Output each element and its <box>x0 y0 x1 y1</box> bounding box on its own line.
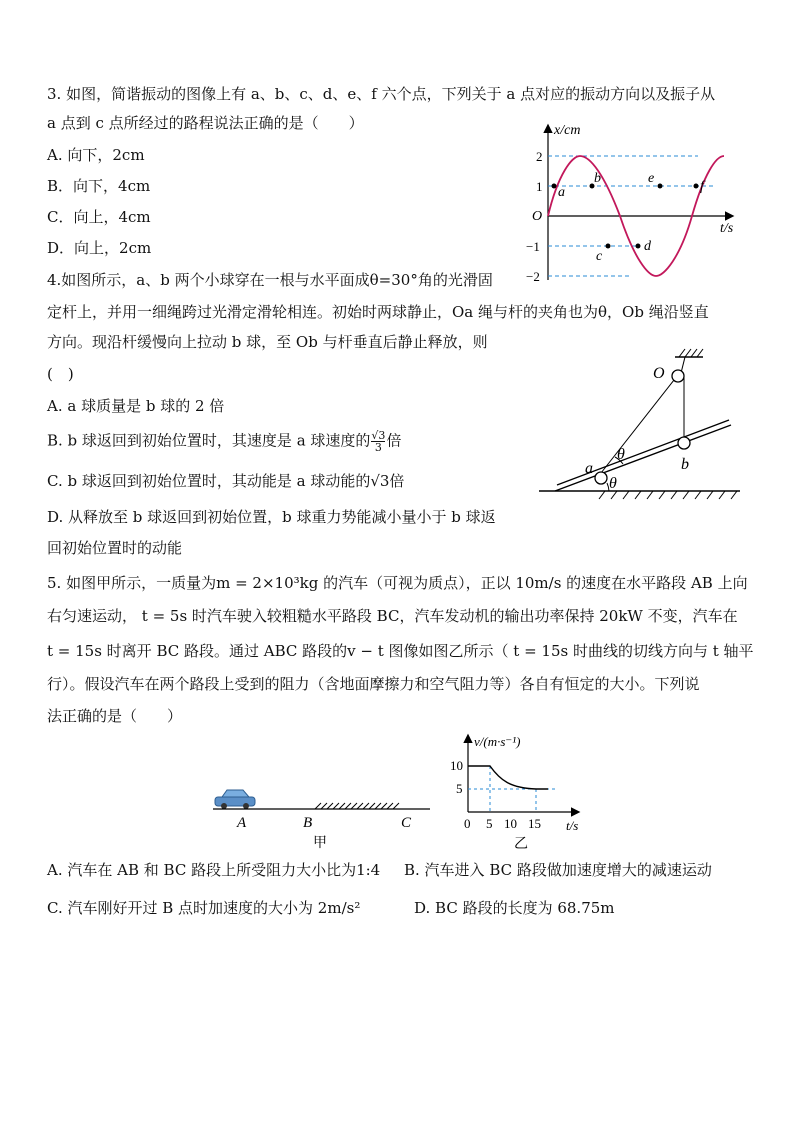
q3-origin-label: O <box>532 209 543 224</box>
q4-incline-figure <box>535 345 750 505</box>
q5-option-c: C. 汽车刚好开过 B 点时加速度的大小为 2m/s² <box>47 899 361 917</box>
q3-label-c: c <box>596 249 603 264</box>
q3-ytick-neg1: −1 <box>526 239 540 254</box>
q4-option-d-line1: D. 从释放至 b 球返回到初始位置，b 球重力势能减小量小于 b 球返 <box>47 508 496 526</box>
q4-label-a: a <box>585 460 593 477</box>
q3-x-axis-label: t/s <box>720 221 734 236</box>
q4-ball-b <box>678 437 690 449</box>
q5-vt-y-label: v/(m·s⁻¹) <box>474 734 521 749</box>
q3-sine-graph <box>520 120 750 290</box>
q4-label-theta1: θ <box>617 446 625 463</box>
q3-option-b: B．向下，4cm <box>47 177 151 195</box>
q3-ytick-1: 1 <box>536 179 543 194</box>
car-icon <box>215 790 255 809</box>
q3-label-f: f <box>700 179 704 194</box>
q5-stem-line5: 法正确的是（ ） <box>47 707 183 725</box>
q3-option-d: D．向上，2cm <box>47 239 152 257</box>
q5-vt-xtick-0: 0 <box>464 816 471 831</box>
q5-vt-ytick-10: 10 <box>450 758 463 773</box>
q5-stem-line2: 右匀速运动， t = 5s 时汽车驶入较粗糙水平路段 BC，汽车发动机的输出功率保持 20kW 不变，汽车在 <box>47 607 738 625</box>
q3-ytick-2: 2 <box>536 149 543 164</box>
q4-stem-line2: 定杆上，并用一细绳跨过光滑定滑轮相连。初始时两球静止，Oa 绳与杆的夹角也为θ，Ob 绳沿竖直 <box>47 303 709 321</box>
q3-point-d <box>636 244 641 249</box>
q4-option-d-line2: 回初始位置时的动能 <box>47 539 183 557</box>
q5-road-figure <box>205 785 440 855</box>
q5-vt-ytick-5: 5 <box>456 781 463 796</box>
q5-stem-line3: t = 15s 时离开 BC 路段。通过 ABC 路段的v − t 图像如图乙所示（ t = 15s 时曲线的切线方向与 t 轴平 <box>47 642 754 660</box>
q5-option-d: D. BC 路段的长度为 68.75m <box>414 899 615 917</box>
q3-stem-line1: 3. 如图，简谐振动的图像上有 a、b、c、d、e、f 六个点，下列关于 a 点对应的振动方向以及振子从 <box>47 85 716 103</box>
q5-road-label-c: C <box>401 815 412 831</box>
q4-option-a: A. a 球质量是 b 球的 2 倍 <box>47 397 225 415</box>
q3-label-b: b <box>594 171 601 186</box>
q4-option-b-pre: B. b 球返回到初始位置时，其速度是 a 球速度的 <box>47 431 371 450</box>
q3-label-a: a <box>558 185 565 200</box>
q4-label-theta2: θ <box>609 475 617 492</box>
q5-vt-xtick-15: 15 <box>528 816 541 831</box>
q5-caption-jia: 甲 <box>313 836 327 851</box>
q3-option-c: C．向上，4cm <box>47 208 151 226</box>
q5-stem-line1: 5. 如图甲所示，一质量为m = 2×10³kg 的汽车（可视为质点），正以 10m/s 的速度在水平路段 AB 上向 <box>47 574 748 592</box>
q3-y-axis-label: x/cm <box>554 123 581 138</box>
q5-road-label-a: A <box>237 815 247 831</box>
q5-vt-x-label: t/s <box>566 818 579 833</box>
q5-stem-line4: 行）。假设汽车在两个路段上受到的阻力（含地面摩擦力和空气阻力等）各自有恒定的大小。下列说 <box>47 675 700 693</box>
q4-option-b <box>47 430 401 453</box>
q3-point-c <box>606 244 611 249</box>
q4-frac-num: √3 <box>371 429 386 442</box>
q3-label-e: e <box>648 171 655 186</box>
q5-vt-graph <box>448 732 598 857</box>
q4-bracket: ( ) <box>47 365 74 383</box>
q5-option-a: A. 汽车在 AB 和 BC 路段上所受阻力大小比为1:4 <box>47 861 381 879</box>
q3-option-a: A. 向下，2cm <box>47 146 145 164</box>
q4-option-c: C. b 球返回到初始位置时，其动能是 a 球动能的√3倍 <box>47 472 405 490</box>
q3-label-d: d <box>644 239 651 254</box>
q3-point-a <box>552 184 557 189</box>
q4-rod <box>555 425 731 491</box>
q3-point-f <box>694 184 699 189</box>
q4-stem-line3: 方向。现沿杆缓慢向上拉动 b 球，至 Ob 与杆垂直后静止释放，则 <box>47 333 488 351</box>
q4-string-oa <box>601 380 674 473</box>
q3-ytick-neg2: −2 <box>526 269 540 284</box>
q4-option-b-post: 倍 <box>386 431 402 450</box>
q5-caption-yi: 乙 <box>514 837 528 852</box>
q4-option-b-fraction <box>371 430 385 453</box>
q5-vt-xtick-10: 10 <box>504 816 517 831</box>
q5-road-label-b: B <box>303 815 313 831</box>
q3-stem-line2: a 点到 c 点所经过的路程说法正确的是（ ） <box>47 114 364 132</box>
q3-point-e <box>658 184 663 189</box>
q4-label-b: b <box>681 456 689 473</box>
q4-stem-line1: 4.如图所示，a、b 两个小球穿在一根与水平面成θ=30°角的光滑固 <box>47 271 493 289</box>
q5-vt-curve <box>468 766 548 789</box>
q4-label-o: O <box>653 365 665 382</box>
q4-ball-a <box>595 472 607 484</box>
q5-option-b: B. 汽车进入 BC 路段做加速度增大的减速运动 <box>404 861 712 879</box>
q5-vt-xtick-5: 5 <box>486 816 493 831</box>
q4-frac-den: 3 <box>374 441 382 454</box>
